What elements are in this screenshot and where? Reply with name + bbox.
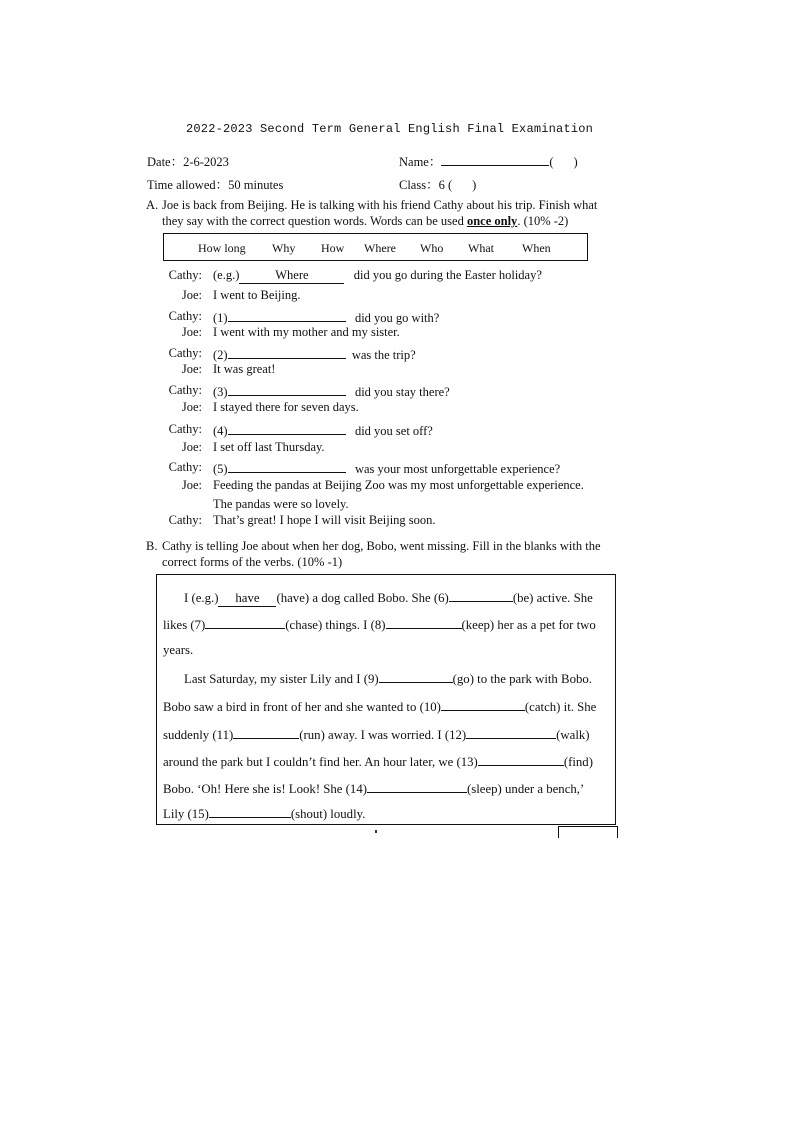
passage-text: (catch) it. She	[524, 700, 597, 714]
word-bank-item: How long	[198, 241, 246, 255]
score-box	[558, 826, 618, 838]
speaker-label: Joe:	[181, 325, 202, 339]
question-number: (1)	[213, 311, 228, 325]
passage-text: (find)	[563, 755, 593, 769]
dialogue-line-2	[213, 346, 416, 363]
section-a-instruction-1: Joe is back from Beijing. He is talking with his friend Cathy about his trip. Finish what	[162, 198, 598, 212]
section-a-instruction-2	[162, 214, 568, 229]
speaker-label: Cathy:	[168, 346, 202, 360]
answer-blank-14[interactable]	[367, 780, 467, 793]
passage-line	[163, 616, 596, 633]
section-b-instruction-2: correct forms of the verbs. (10% -1)	[162, 555, 343, 569]
passage-text: suddenly (11)	[163, 728, 234, 742]
word-bank-item: Why	[272, 241, 296, 255]
name-blank[interactable]	[441, 153, 549, 166]
example-answer: Where	[239, 268, 344, 284]
dialogue-text: did you stay there?	[354, 385, 450, 399]
dialogue-text: I stayed there for seven days.	[213, 400, 359, 414]
passage-line	[163, 698, 596, 715]
section-b-letter: B.	[146, 539, 158, 553]
passage-text: (sleep) under a bench,’	[467, 782, 585, 796]
once-only-emphasis: once only	[466, 214, 518, 228]
page-mark	[375, 830, 377, 833]
dialogue-line-3	[213, 383, 450, 400]
speaker-label: Joe:	[181, 288, 202, 302]
dialogue-line-5	[213, 460, 560, 477]
dialogue-text: was the trip?	[351, 348, 416, 362]
passage-text: (walk)	[556, 728, 590, 742]
speaker-label: Joe:	[181, 362, 202, 376]
passage-text: Bobo. ‘Oh! Here she is! Look! She (14)	[163, 782, 367, 796]
dialogue-text: did you go during the Easter holiday?	[353, 268, 542, 282]
dialogue-text: Feeding the pandas at Beijing Zoo was my most unforgettable experience.	[213, 478, 584, 492]
word-bank-item: How	[321, 241, 345, 255]
question-number: (3)	[213, 385, 228, 399]
speaker-label: Cathy:	[168, 422, 202, 436]
class-label: Class：6 (	[399, 178, 453, 192]
passage-text: Last Saturday, my sister Lily and I (9)	[184, 672, 379, 686]
answer-blank-4[interactable]	[228, 422, 346, 435]
speaker-label: Joe:	[181, 478, 202, 492]
dialogue-text: I set off last Thursday.	[213, 440, 325, 454]
passage-text: around the park but I couldn’t find her. An hour later, we (13)	[163, 755, 478, 769]
dialogue-line-4	[213, 422, 433, 439]
word-bank-item: When	[522, 241, 551, 255]
speaker-label: Cathy:	[168, 268, 202, 282]
name-paren-close: )	[573, 155, 578, 169]
name-label: Name：	[399, 155, 442, 169]
answer-blank-6[interactable]	[449, 589, 513, 602]
dialogue-text: I went to Beijing.	[213, 288, 301, 302]
section-b-instruction-1: Cathy is telling Joe about when her dog, Bobo, went missing. Fill in the blanks with the	[162, 539, 601, 553]
speaker-label: Joe:	[181, 400, 202, 414]
instruction-text: they say with the correct question words. Words can be used	[162, 214, 467, 228]
passage-line	[163, 780, 584, 797]
answer-blank-3[interactable]	[228, 383, 346, 396]
passage-text: (be) active. She	[512, 591, 593, 605]
question-number: (4)	[213, 424, 228, 438]
answer-blank-10[interactable]	[441, 698, 525, 711]
passage-line	[163, 726, 590, 743]
speaker-label: Cathy:	[168, 460, 202, 474]
section-a-letter: A.	[146, 198, 159, 212]
dialogue-text: was your most unforgettable experience?	[354, 462, 561, 476]
passage-line	[184, 589, 593, 607]
speaker-label: Cathy:	[168, 309, 202, 323]
example-answer: have	[218, 591, 276, 607]
dialogue-text: did you set off?	[354, 424, 433, 438]
dialogue-text: I went with my mother and my sister.	[213, 325, 400, 339]
date-text: Date：2-6-2023	[147, 155, 229, 169]
word-bank-item: Where	[364, 241, 396, 255]
passage-text: I (e.g.)	[184, 591, 219, 605]
answer-blank-15[interactable]	[209, 805, 291, 818]
dialogue-text: The pandas were so lovely.	[213, 497, 349, 511]
dialogue-text: That’s great! I hope I will visit Beijing soon.	[213, 513, 436, 527]
speaker-label: Cathy:	[168, 383, 202, 397]
name-paren-open: (	[549, 155, 554, 169]
dialogue-line-1	[213, 309, 439, 326]
answer-blank-1[interactable]	[228, 309, 346, 322]
answer-blank-8[interactable]	[386, 616, 462, 629]
answer-blank-5[interactable]	[228, 460, 346, 473]
time-allowed-text: Time allowed：50 minutes	[147, 178, 284, 192]
dialogue-text: did you go with?	[354, 311, 440, 325]
passage-text: (have) a dog called Bobo. She (6)	[276, 591, 449, 605]
passage-line: years.	[163, 643, 194, 657]
answer-blank-2[interactable]	[228, 346, 346, 359]
dialogue-line-example	[213, 268, 542, 284]
speaker-label: Cathy:	[168, 513, 202, 527]
passage-text: (go) to the park with Bobo.	[452, 672, 592, 686]
word-bank-box	[163, 233, 588, 261]
example-label: (e.g.)	[213, 268, 240, 282]
passage-text: likes (7)	[163, 618, 206, 632]
answer-blank-12[interactable]	[466, 726, 556, 739]
passage-line	[184, 670, 592, 687]
passage-text: (chase) things. I (8)	[285, 618, 386, 632]
answer-blank-7[interactable]	[205, 616, 285, 629]
passage-text: (run) away. I was worried. I (12)	[299, 728, 467, 742]
passage-text: Bobo saw a bird in front of her and she wanted to (10)	[163, 700, 441, 714]
passage-text: (shout) loudly.	[290, 807, 366, 821]
answer-blank-11[interactable]	[233, 726, 299, 739]
exam-title: 2022-2023 Second Term General English Final Examination	[186, 122, 594, 136]
class-paren-close: )	[472, 178, 477, 192]
passage-line	[163, 753, 593, 770]
question-number: (5)	[213, 462, 228, 476]
word-bank-item: Who	[420, 241, 444, 255]
word-bank-item: What	[468, 241, 494, 255]
answer-blank-13[interactable]	[478, 753, 564, 766]
instruction-marks: . (10% -2)	[517, 214, 569, 228]
passage-text: Lily (15)	[163, 807, 209, 821]
question-number: (2)	[213, 348, 228, 362]
class-field	[399, 175, 476, 193]
dialogue-text: It was great!	[213, 362, 276, 376]
passage-line	[163, 805, 365, 822]
name-field	[399, 152, 578, 170]
passage-text: (keep) her as a pet for two	[461, 618, 596, 632]
speaker-label: Joe:	[181, 440, 202, 454]
answer-blank-9[interactable]	[379, 670, 453, 683]
